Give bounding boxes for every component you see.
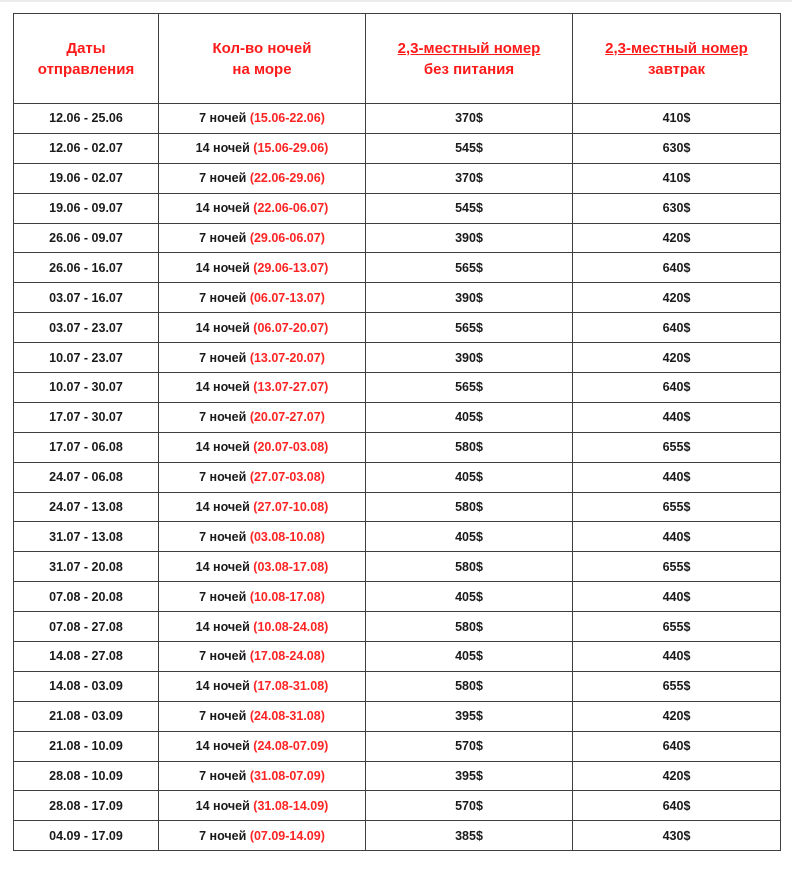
price-breakfast-cell: 410$ bbox=[573, 104, 781, 134]
price-table bbox=[13, 13, 781, 851]
departure-dates-cell: 28.08 - 10.09 bbox=[14, 761, 159, 791]
price-no-meals-cell: 580$ bbox=[366, 552, 573, 582]
header-departure-dates-line1: Даты bbox=[66, 39, 106, 57]
nights-cell bbox=[159, 402, 366, 432]
sea-dates: (17.08-31.08) bbox=[253, 679, 329, 694]
price-breakfast-cell: 655$ bbox=[573, 612, 781, 642]
sea-dates: (15.06-29.06) bbox=[253, 141, 329, 156]
departure-dates-cell: 24.07 - 06.08 bbox=[14, 462, 159, 492]
price-breakfast-cell: 655$ bbox=[573, 552, 781, 582]
price-no-meals-cell: 405$ bbox=[366, 462, 573, 492]
nights-cell bbox=[159, 552, 366, 582]
departure-dates-cell: 17.07 - 30.07 bbox=[14, 402, 159, 432]
nights-count: 7 ночей bbox=[199, 589, 247, 604]
nights-cell bbox=[159, 582, 366, 612]
nights-count: 14 ночей bbox=[195, 559, 250, 574]
nights-cell bbox=[159, 133, 366, 163]
nights-count: 14 ночей bbox=[195, 798, 250, 813]
price-breakfast-cell: 440$ bbox=[573, 582, 781, 612]
nights-count: 14 ночей bbox=[195, 679, 250, 694]
nights-cell bbox=[159, 492, 366, 522]
price-no-meals-cell: 580$ bbox=[366, 671, 573, 701]
departure-dates-cell: 03.07 - 23.07 bbox=[14, 313, 159, 343]
sea-dates: (13.07-20.07) bbox=[249, 350, 325, 365]
departure-dates-cell: 10.07 - 30.07 bbox=[14, 373, 159, 403]
price-no-meals-cell: 370$ bbox=[366, 163, 573, 193]
header-room-no-meals bbox=[366, 14, 573, 104]
sea-dates: (10.08-17.08) bbox=[249, 589, 325, 604]
table-row bbox=[14, 432, 781, 462]
price-no-meals-cell: 405$ bbox=[366, 642, 573, 672]
departure-dates-cell: 14.08 - 03.09 bbox=[14, 671, 159, 701]
departure-dates-cell: 12.06 - 25.06 bbox=[14, 104, 159, 134]
price-breakfast-cell: 410$ bbox=[573, 163, 781, 193]
price-breakfast-cell: 420$ bbox=[573, 223, 781, 253]
table-header-row bbox=[14, 14, 781, 104]
header-nights-line2: на море bbox=[232, 60, 292, 78]
nights-count: 7 ночей bbox=[199, 470, 247, 485]
price-breakfast-cell: 640$ bbox=[573, 253, 781, 283]
sea-dates: (20.07-03.08) bbox=[253, 440, 329, 455]
table-row bbox=[14, 373, 781, 403]
nights-cell bbox=[159, 193, 366, 223]
room-no-meals-link[interactable]: 2,3-местный номер bbox=[397, 39, 541, 57]
price-breakfast-cell: 420$ bbox=[573, 343, 781, 373]
header-no-meals-line2: без питания bbox=[423, 60, 515, 78]
nights-cell bbox=[159, 701, 366, 731]
table-row bbox=[14, 223, 781, 253]
nights-count: 7 ночей bbox=[199, 290, 247, 305]
sea-dates: (31.08-07.09) bbox=[249, 769, 325, 784]
sea-dates: (24.08-07.09) bbox=[253, 739, 329, 754]
nights-cell bbox=[159, 821, 366, 851]
nights-cell bbox=[159, 373, 366, 403]
table-row bbox=[14, 671, 781, 701]
table-row bbox=[14, 612, 781, 642]
departure-dates-cell: 10.07 - 23.07 bbox=[14, 343, 159, 373]
table-row bbox=[14, 104, 781, 134]
table-row bbox=[14, 492, 781, 522]
departure-dates-cell: 26.06 - 09.07 bbox=[14, 223, 159, 253]
sea-dates: (15.06-22.06) bbox=[249, 111, 325, 126]
nights-count: 7 ночей bbox=[199, 709, 247, 724]
price-no-meals-cell: 405$ bbox=[366, 522, 573, 552]
price-no-meals-cell: 545$ bbox=[366, 133, 573, 163]
table-row bbox=[14, 552, 781, 582]
nights-cell bbox=[159, 223, 366, 253]
nights-count: 14 ночей bbox=[195, 260, 250, 275]
nights-cell bbox=[159, 163, 366, 193]
sea-dates: (27.07-10.08) bbox=[253, 500, 329, 515]
header-nights-at-sea bbox=[159, 14, 366, 104]
header-room-breakfast bbox=[573, 14, 781, 104]
table-row bbox=[14, 343, 781, 373]
sea-dates: (22.06-29.06) bbox=[249, 171, 325, 186]
nights-count: 7 ночей bbox=[199, 231, 247, 245]
header-nights-line1: Кол-во ночей bbox=[212, 39, 312, 57]
nights-cell bbox=[159, 612, 366, 642]
sea-dates: (03.08-17.08) bbox=[253, 559, 329, 574]
departure-dates-cell: 12.06 - 02.07 bbox=[14, 133, 159, 163]
departure-dates-cell: 04.09 - 17.09 bbox=[14, 821, 159, 851]
price-no-meals-cell: 395$ bbox=[366, 761, 573, 791]
price-no-meals-cell: 565$ bbox=[366, 253, 573, 283]
price-breakfast-cell: 440$ bbox=[573, 462, 781, 492]
nights-cell bbox=[159, 432, 366, 462]
table-row bbox=[14, 283, 781, 313]
departure-dates-cell: 26.06 - 16.07 bbox=[14, 253, 159, 283]
price-breakfast-cell: 640$ bbox=[573, 731, 781, 761]
departure-dates-cell: 14.08 - 27.08 bbox=[14, 642, 159, 672]
nights-cell bbox=[159, 642, 366, 672]
departure-dates-cell: 24.07 - 13.08 bbox=[14, 492, 159, 522]
nights-count: 7 ночей bbox=[199, 828, 247, 843]
sea-dates: (29.06-13.07) bbox=[253, 260, 329, 275]
price-no-meals-cell: 405$ bbox=[366, 582, 573, 612]
price-no-meals-cell: 390$ bbox=[366, 283, 573, 313]
sea-dates: (22.06-06.07) bbox=[253, 201, 329, 216]
price-breakfast-cell: 655$ bbox=[573, 432, 781, 462]
nights-count: 7 ночей bbox=[199, 171, 247, 186]
table-row bbox=[14, 642, 781, 672]
table-row bbox=[14, 193, 781, 223]
departure-dates-cell: 19.06 - 09.07 bbox=[14, 193, 159, 223]
departure-dates-cell: 19.06 - 02.07 bbox=[14, 163, 159, 193]
price-breakfast-cell: 640$ bbox=[573, 791, 781, 821]
table-row bbox=[14, 761, 781, 791]
price-no-meals-cell: 580$ bbox=[366, 432, 573, 462]
sea-dates: (06.07-20.07) bbox=[253, 320, 329, 335]
nights-cell bbox=[159, 791, 366, 821]
table-row bbox=[14, 133, 781, 163]
nights-count: 7 ночей bbox=[199, 350, 247, 365]
price-no-meals-cell: 580$ bbox=[366, 612, 573, 642]
nights-count: 14 ночей bbox=[195, 500, 250, 515]
table-row bbox=[14, 821, 781, 851]
sea-dates: (27.07-03.08) bbox=[249, 470, 325, 485]
nights-cell bbox=[159, 283, 366, 313]
nights-cell bbox=[159, 731, 366, 761]
sea-dates: (24.08-31.08) bbox=[249, 709, 325, 724]
sea-dates: (31.08-14.09) bbox=[253, 798, 329, 813]
price-no-meals-cell: 565$ bbox=[366, 373, 573, 403]
price-no-meals-cell: 570$ bbox=[366, 791, 573, 821]
departure-dates-cell: 28.08 - 17.09 bbox=[14, 791, 159, 821]
sea-dates: (20.07-27.07) bbox=[249, 410, 325, 425]
sea-dates: (13.07-27.07) bbox=[253, 380, 329, 395]
nights-count: 14 ночей bbox=[195, 739, 250, 754]
nights-count: 14 ночей bbox=[195, 380, 250, 395]
price-no-meals-cell: 395$ bbox=[366, 701, 573, 731]
price-no-meals-cell: 570$ bbox=[366, 731, 573, 761]
nights-count: 14 ночей bbox=[195, 141, 250, 156]
table-row bbox=[14, 462, 781, 492]
nights-count: 7 ночей bbox=[199, 529, 247, 544]
price-breakfast-cell: 630$ bbox=[573, 133, 781, 163]
table-row bbox=[14, 522, 781, 552]
nights-cell bbox=[159, 253, 366, 283]
table-row bbox=[14, 163, 781, 193]
price-no-meals-cell: 390$ bbox=[366, 343, 573, 373]
departure-dates-cell: 07.08 - 27.08 bbox=[14, 612, 159, 642]
table-row bbox=[14, 701, 781, 731]
nights-count: 7 ночей bbox=[199, 410, 247, 425]
nights-count: 14 ночей bbox=[195, 201, 250, 216]
departure-dates-cell: 17.07 - 06.08 bbox=[14, 432, 159, 462]
nights-cell bbox=[159, 522, 366, 552]
nights-count: 7 ночей bbox=[199, 111, 247, 126]
price-no-meals-cell: 565$ bbox=[366, 313, 573, 343]
nights-cell bbox=[159, 104, 366, 134]
header-breakfast-line2: завтрак bbox=[648, 60, 705, 78]
price-no-meals-cell: 580$ bbox=[366, 492, 573, 522]
departure-dates-cell: 31.07 - 13.08 bbox=[14, 522, 159, 552]
nights-count: 7 ночей bbox=[199, 649, 247, 664]
top-divider bbox=[0, 0, 792, 2]
price-breakfast-cell: 640$ bbox=[573, 313, 781, 343]
departure-dates-cell: 21.08 - 10.09 bbox=[14, 731, 159, 761]
price-no-meals-cell: 405$ bbox=[366, 402, 573, 432]
nights-count: 7 ночей bbox=[199, 769, 247, 784]
sea-dates: (10.08-24.08) bbox=[253, 619, 329, 634]
price-no-meals-cell: 370$ bbox=[366, 104, 573, 134]
departure-dates-cell: 07.08 - 20.08 bbox=[14, 582, 159, 612]
table-row bbox=[14, 313, 781, 343]
departure-dates-cell: 31.07 - 20.08 bbox=[14, 552, 159, 582]
nights-cell bbox=[159, 671, 366, 701]
sea-dates: (17.08-24.08) bbox=[249, 649, 325, 664]
price-no-meals-cell: 545$ bbox=[366, 193, 573, 223]
table-row bbox=[14, 791, 781, 821]
price-breakfast-cell: 440$ bbox=[573, 402, 781, 432]
sea-dates: (03.08-10.08) bbox=[249, 529, 325, 544]
price-breakfast-cell: 655$ bbox=[573, 492, 781, 522]
room-breakfast-link[interactable]: 2,3-местный номер bbox=[605, 39, 748, 57]
sea-dates: (29.06-06.07) bbox=[249, 231, 325, 245]
departure-dates-cell: 03.07 - 16.07 bbox=[14, 283, 159, 313]
table-row bbox=[14, 253, 781, 283]
table-row bbox=[14, 582, 781, 612]
nights-count: 14 ночей bbox=[195, 440, 250, 455]
sea-dates: (06.07-13.07) bbox=[249, 290, 325, 305]
price-breakfast-cell: 420$ bbox=[573, 761, 781, 791]
header-departure-dates bbox=[14, 14, 159, 104]
nights-cell bbox=[159, 313, 366, 343]
nights-cell bbox=[159, 462, 366, 492]
price-no-meals-cell: 390$ bbox=[366, 223, 573, 253]
price-breakfast-cell: 640$ bbox=[573, 373, 781, 403]
price-no-meals-cell: 385$ bbox=[366, 821, 573, 851]
price-breakfast-cell: 430$ bbox=[573, 821, 781, 851]
nights-count: 14 ночей bbox=[195, 619, 250, 634]
departure-dates-cell: 21.08 - 03.09 bbox=[14, 701, 159, 731]
nights-cell bbox=[159, 761, 366, 791]
table-row bbox=[14, 402, 781, 432]
nights-cell bbox=[159, 343, 366, 373]
price-breakfast-cell: 440$ bbox=[573, 522, 781, 552]
header-departure-dates-line2: отправления bbox=[37, 60, 135, 78]
price-breakfast-cell: 630$ bbox=[573, 193, 781, 223]
price-breakfast-cell: 655$ bbox=[573, 671, 781, 701]
sea-dates: (07.09-14.09) bbox=[249, 828, 325, 843]
price-breakfast-cell: 420$ bbox=[573, 283, 781, 313]
table-row bbox=[14, 731, 781, 761]
price-breakfast-cell: 440$ bbox=[573, 642, 781, 672]
price-breakfast-cell: 420$ bbox=[573, 701, 781, 731]
nights-count: 14 ночей bbox=[195, 320, 250, 335]
